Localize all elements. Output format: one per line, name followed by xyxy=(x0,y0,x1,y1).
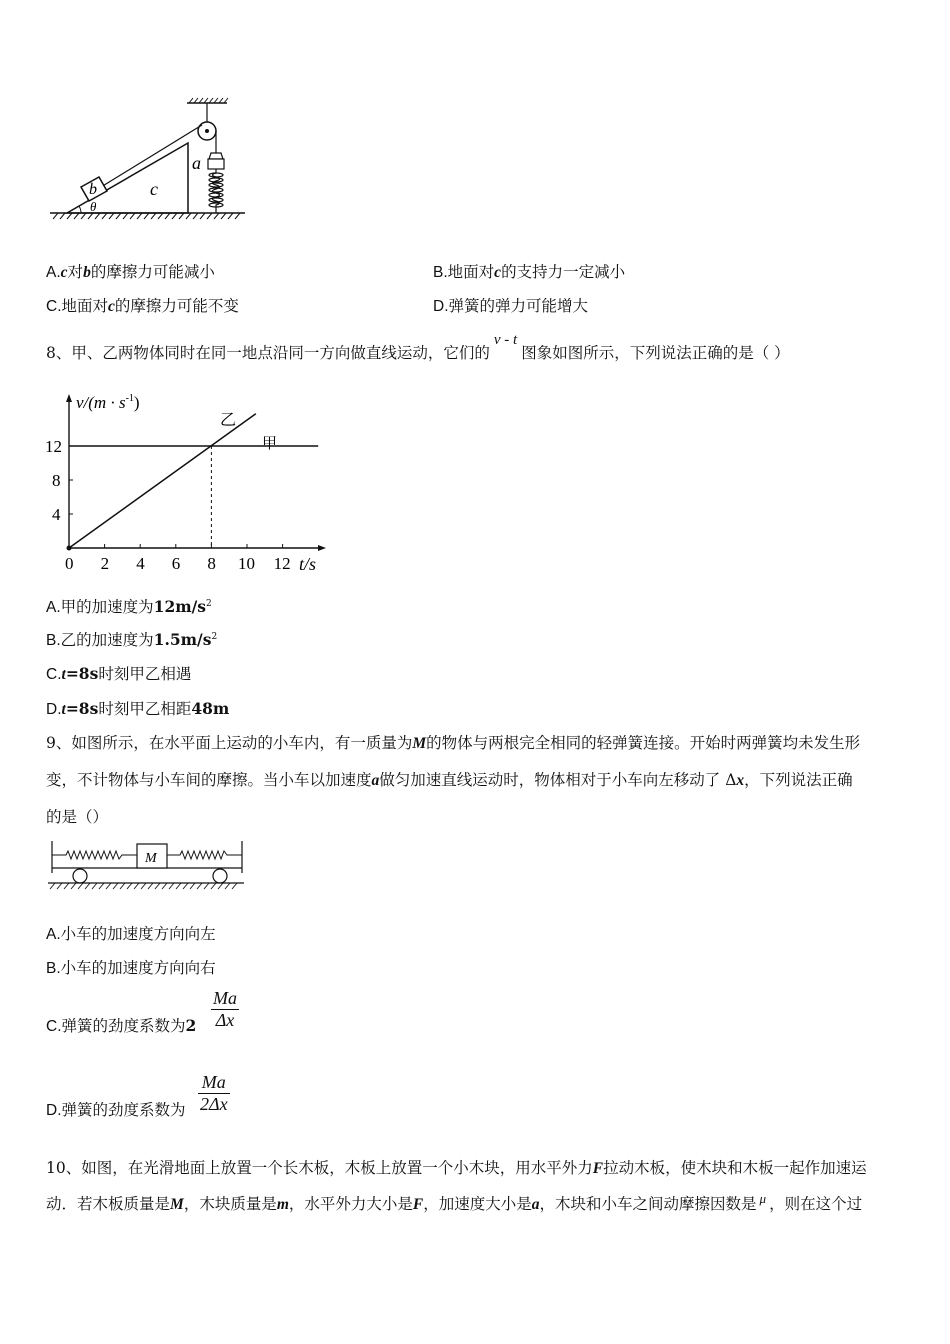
q8-option-b[interactable]: B.乙的加速度为$1.5m/s^2$ xyxy=(46,630,218,649)
q9-option-c[interactable]: C.弹簧的劲度系数为2 xyxy=(46,1016,197,1035)
q9-option-d[interactable]: D.弹簧的劲度系数为 xyxy=(46,1101,186,1119)
x-tick-label: 8 xyxy=(207,554,216,573)
x-tick-label: 4 xyxy=(136,554,145,573)
x-tick-label: 12 xyxy=(273,554,291,573)
mass-label: M xyxy=(145,851,157,866)
series-label-jia: 甲 xyxy=(262,434,278,452)
y-tick-label: 12 xyxy=(45,437,62,456)
q10-stem-line2: 动．若木板质量是M，木块质量是m，水平外力大小是F，加速度大小是a，木块和小车之间动摩擦因数是 $^\mu$ ，则在这个过 xyxy=(46,1191,863,1213)
q10-stem-line1: 10、如图，在光滑地面上放置一个长木板，木板上放置一个小木块，用水平外力F拉动木板，使木块和木板一起作加速运 xyxy=(46,1159,867,1177)
x-axis-label: t/s xyxy=(299,554,317,574)
q9-stem-line2: 变，不计物体与小车间的摩擦。当小车以加速度a做匀加速直线运动时，物体相对于小车向左移动了 Δx，下列说法正确 xyxy=(46,771,853,789)
label-b: b xyxy=(89,181,97,198)
q7-option-b[interactable]: B.地面对c的支持力一定减小 xyxy=(433,263,626,281)
q9-stem-line1: 9、如图所示，在水平面上运动的小车内，有一质量为M的物体与两根完全相同的轻弹簧连接。开始时两弹簧均未发生形 xyxy=(46,734,861,752)
incline-pulley-figure xyxy=(45,95,255,225)
y-axis-label: $v/(m \cdot s^{-1})$ xyxy=(76,393,140,412)
q9-option-b[interactable]: B.小车的加速度方向向右 xyxy=(46,959,216,977)
label-a: a xyxy=(192,153,201,173)
q7-option-a[interactable]: A.c对b的摩擦力可能减小 xyxy=(46,263,215,281)
vt-chart xyxy=(40,388,330,578)
series-line-yi xyxy=(69,414,256,548)
x-tick-label: 6 xyxy=(171,554,181,573)
vt-label: v - t xyxy=(493,332,518,348)
label-c: c xyxy=(150,179,158,199)
q8-option-d[interactable]: D.t=8s时刻甲乙相距48m xyxy=(46,699,230,718)
x-tick-label: 0 xyxy=(65,554,74,573)
cart-spring-figure xyxy=(46,835,246,893)
q7-option-c[interactable]: C.地面对c的摩擦力可能不变 xyxy=(46,297,239,315)
x-axis-arrow xyxy=(318,545,326,551)
q9-option-c-fraction: $\frac{Ma}{\Delta x}$ xyxy=(213,988,237,1030)
y-tick-label: 8 xyxy=(52,471,61,490)
x-tick-label: 2 xyxy=(100,554,110,573)
q8-stem: 8、甲、乙两物体同时在同一地点沿同一方向做直线运动，它们的v - t图象如图所示，下列说法正确的是（ ） xyxy=(46,332,790,362)
y-axis-arrow xyxy=(66,394,72,402)
q8-option-c[interactable]: C.t=8s时刻甲乙相遇 xyxy=(46,664,192,683)
series-label-yi: 乙 xyxy=(220,410,237,429)
q8-option-a[interactable]: A.甲的加速度为$12m/s^2$ xyxy=(46,597,212,616)
origin-dot xyxy=(67,546,72,551)
x-tick-label: 10 xyxy=(238,554,255,573)
label-theta: θ xyxy=(90,199,97,214)
q9-option-d-fraction: $\frac{Ma}{2\Delta x}$ xyxy=(200,1072,228,1114)
q9-option-a[interactable]: A.小车的加速度方向向左 xyxy=(46,925,216,943)
y-tick-label: 4 xyxy=(52,505,61,524)
q9-stem-line3: 的是（） xyxy=(46,808,109,826)
q7-option-d[interactable]: D.弹簧的弹力可能增大 xyxy=(433,297,589,315)
